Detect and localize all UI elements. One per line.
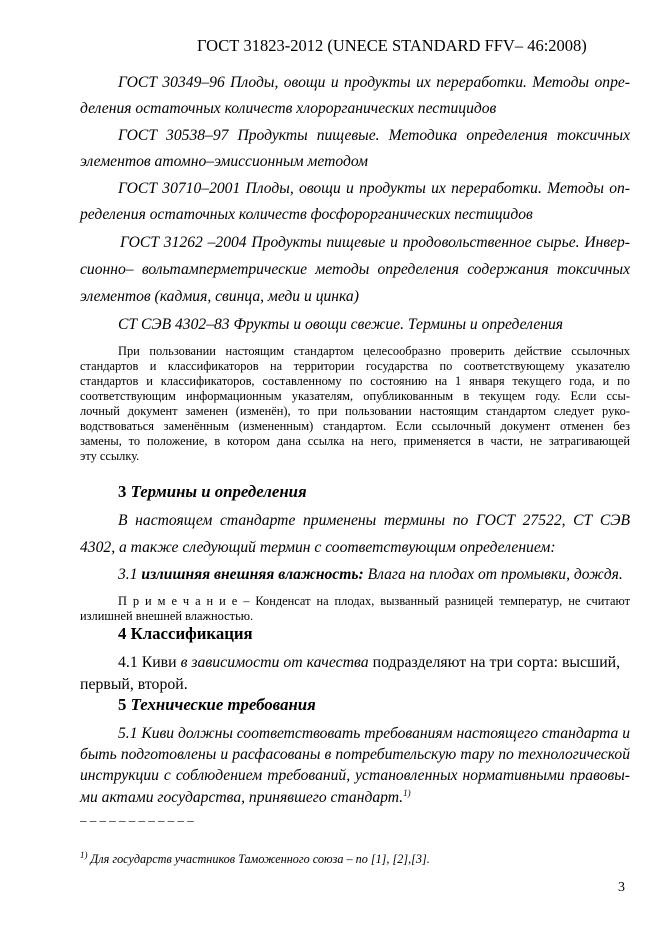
ref-31262-line1: ГОСТ 31262 –2004 Продукты пищевые и продовольственное сырье. Инвер-: [120, 234, 630, 251]
refs-note-line7: замены, то положение, в котором дана ссылка на него, применяется в части, не затрагивающей: [80, 434, 630, 448]
section-5-para-text: ми актами государства, принявшего стандарт.: [80, 789, 404, 807]
refs-note-line1: При пользовании настоящим стандартом целесообразно проверить действие ссылочных: [118, 344, 630, 358]
section-5-number: 5: [118, 695, 127, 714]
refs-note-line8: эту ссылку.: [80, 449, 140, 463]
section-5-para-line4: [80, 788, 411, 807]
footnote-ref: 1): [403, 788, 411, 798]
refs-note-line5: лочный документ заменен (изменён), то при пользовании настоящим стандартом следует руко-: [80, 404, 630, 418]
refs-note-line2: стандартов и классификаторов на территории государства по соответствующему указателю: [80, 359, 630, 373]
refs-note-line4: соответствующим информационным указателям, опубликованным в текущем году. Если ссы-: [80, 389, 630, 403]
footnote-marker: 1): [80, 850, 88, 860]
section-5-title: Технические требования: [130, 695, 316, 714]
term-name: излишняя внешняя влажность:: [141, 566, 364, 583]
note-text: – Конденсат на плодах, вызванный разницей температур, не считают: [243, 594, 630, 608]
ref-30538-line2: элементов атомно–эмиссионным методом: [80, 153, 368, 170]
term-definition: Влага на плодах от промывки, дождя.: [367, 566, 623, 583]
ref-30538-line1: ГОСТ 30538–97 Продукты пищевые. Методика определения токсичных: [118, 127, 630, 144]
ref-31262-line2: сионно– вольтамперметрические методы определения содержания токсичных: [80, 261, 630, 278]
ref-30710-line1: ГОСТ 30710–2001 Плоды, овощи и продукты их переработки. Методы оп-: [118, 180, 630, 197]
page-header: ГОСТ 31823-2012 (UNECE STANDARD FFV– 46:2008): [197, 36, 587, 55]
page-number: 3: [618, 880, 625, 895]
footnote-text: Для государств участников Таможенного союза – по [1], [2],[3].: [90, 852, 430, 867]
ref-30349-line2: деления остаточных количеств хлорорганических пестицидов: [80, 100, 497, 117]
section-3-para-line1: В настоящем стандарте применены термины по ГОСТ 27522, СТ СЭВ: [118, 512, 630, 529]
refs-note-line3: стандартов и классификаторов, составленному по состоянию на 1 января текущего года, и по: [80, 374, 630, 388]
ref-30349-line1: ГОСТ 30349–96 Плоды, овощи и продукты их переработки. Методы опре-: [118, 74, 630, 91]
section-4-item: 4.1 Киви: [118, 654, 177, 671]
section-4-criterion: в зависимости от качества: [180, 654, 369, 671]
section-5-para-line1: 5.1 Киви должны соответствовать требованиям настоящего стандарта и: [118, 725, 630, 742]
section-4-heading: 4 Классификация: [118, 624, 253, 643]
section-3-note-line1: [118, 594, 630, 609]
section-3-title: Термины и определения: [130, 482, 307, 501]
footnote: [80, 850, 430, 867]
ref-30710-line2: ределения остаточных количеств фосфорорганических пестицидов: [80, 206, 533, 223]
note-label: П р и м е ч а н и е: [118, 594, 238, 608]
refs-note-line6: водствоваться заменённым (измененным) стандартом. Если ссылочный документ отменен без: [80, 419, 630, 433]
term-number: 3.1: [118, 566, 138, 583]
section-3-para-line2: 4302, а также следующий термин с соответствующим определением:: [80, 539, 556, 556]
ref-st-sev-4302: СТ СЭВ 4302–83 Фрукты и овощи свежие. Термины и определения: [118, 316, 564, 333]
footnote-separator: _ _ _ _ _ _ _ _ _ _ _ _: [80, 808, 194, 823]
section-4-para-line1: [118, 654, 620, 672]
section-3-note-line2: излишней внешней влажностью.: [80, 609, 254, 623]
section-5-heading: [118, 695, 316, 715]
section-5-para-line3: инструкции с соблюдением требований, установленных нормативными правовы-: [80, 767, 630, 784]
section-4-para-line2: первый, второй.: [80, 676, 188, 693]
ref-31262-line3: элементов (кадмия, свинца, меди и цинка): [80, 288, 359, 305]
section-5-para-line2: быть подготовлены и расфасованы в потребительскую тару по технологической: [80, 746, 630, 763]
term-3-1: [118, 566, 623, 584]
section-3-heading: [118, 482, 307, 502]
section-4-grades: подразделяют на три сорта: высший,: [372, 654, 621, 671]
section-3-number: 3: [118, 482, 127, 501]
